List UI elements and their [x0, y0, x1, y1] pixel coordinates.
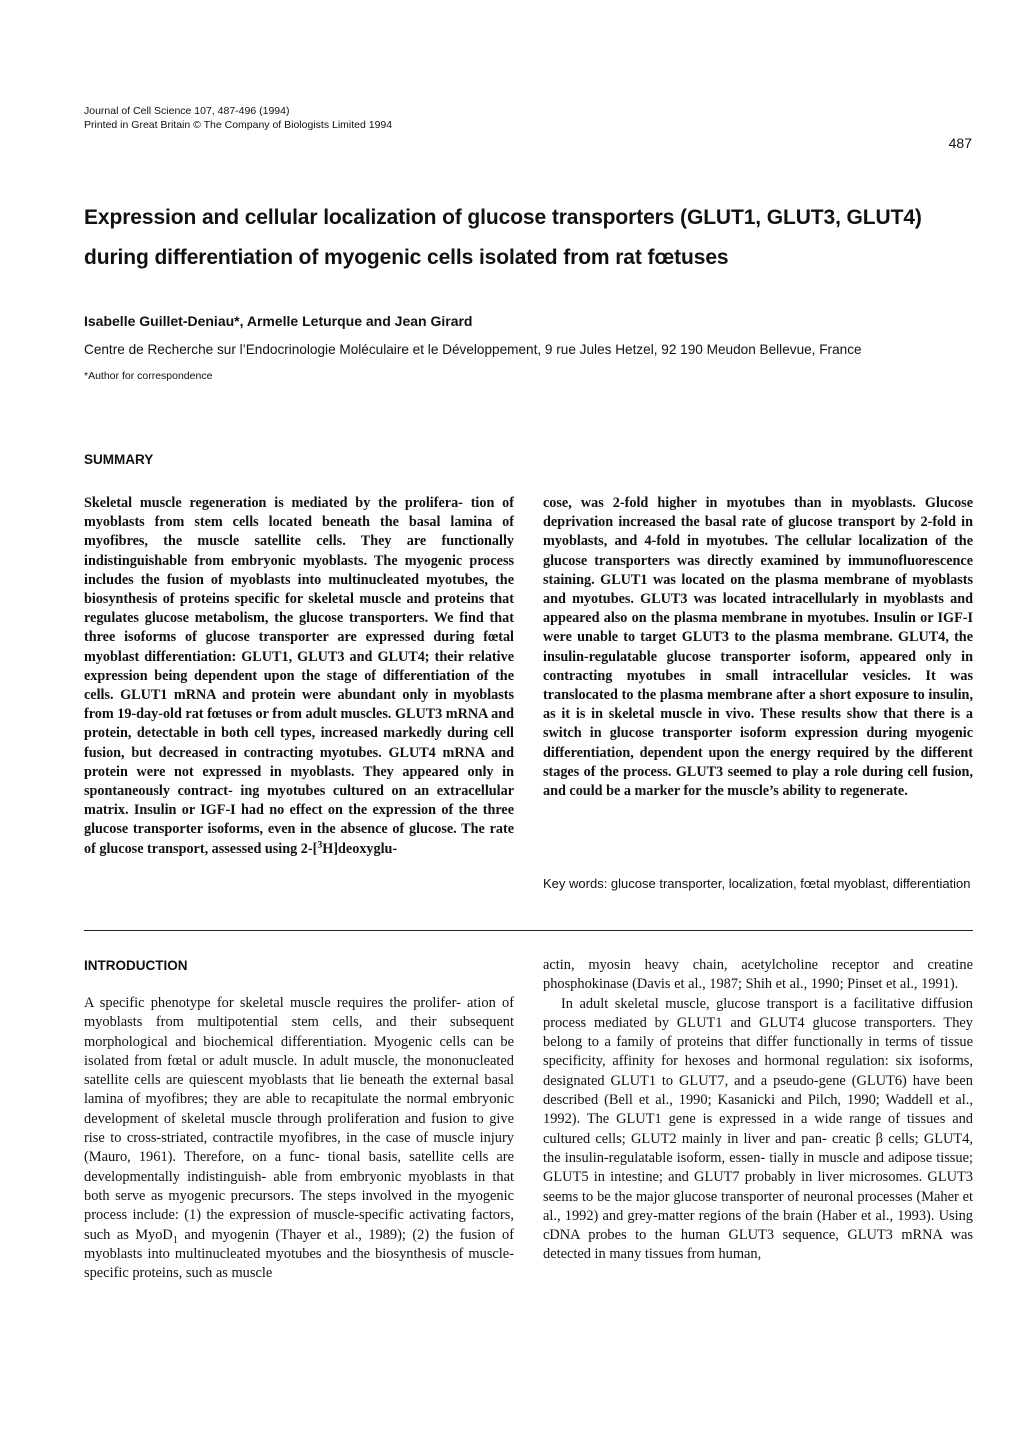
summary-paragraph-right: cose, was 2-fold higher in myotubes than in myoblasts. Glucose deprivation increased the basal rate of glucose transport by 2-fold in myoblasts, and 4-fold in myotubes. The cellular localization of the glucose transporters was directly examined by immunofluorescence staining. GLUT1 was located on the plasma membrane of myoblasts and myotubes. GLUT3 was located intracellularly in myoblasts and appeared also on the plasma membrane in myotubes. Insulin or IGF-I were unable to target GLUT3 to the plasma membrane. GLUT4, the insulin-regulatable glucose transporter isoform, appeared only in contracting myotubes in small intracellular vesicles. It was translocated to the plasma membrane after a short exposure to insulin, as it is in skeletal muscle in vivo. These results show that there is a switch in glucose transporter isoform expression during myogenic differentiation, dependent upon the energy required by the different stages of the process. GLUT3 seemed to play a role during cell fusion, and could be a marker for the muscle’s ability to regenerate.: [543, 495, 973, 800]
page-number: 487: [948, 135, 972, 151]
intro-text-a: A specific phenotype for skeletal muscle requires the prolifer- ation of myoblasts from multipotential stem cells, and their subsequent morphological and biochemical differentiation. Myogenic cells can be isolated from fœtal or adult muscle. In adult muscle, the mononucleated satellite cells are quiescent myoblasts that lie beneath the external basal lamina of myofibres; they are able to recapitulate the normal embryonic development of skeletal muscle through proliferation and fusion to give rise to cross-striated, contractile myofibres, in the case of muscle injury (Mauro, 1961). Therefore, on a func- tional basis, satellite cells are developmentally indistinguish- able from embryonic myoblasts in that both serve as myogenic precursors. The steps involved in the myogenic process include: (1) the expression of muscle-specific activating factors, such as MyoD: [84, 995, 514, 1243]
journal-citation: [84, 105, 684, 132]
summary-heading: SUMMARY: [84, 452, 154, 467]
summary-left-column: [84, 494, 514, 859]
introduction-left-column: [84, 994, 514, 1283]
authors: Isabelle Guillet-Deniau*, Armelle Leturque and Jean Girard: [84, 313, 473, 329]
intro-paragraph-2: In adult skeletal muscle, glucose transport is a facilitative diffusion process mediated by GLUT1 and GLUT4 glucose transporters. They belong to a family of proteins that differ functionally in terms of tissue specificity, affinity for hexoses and hormonal regulation: six isoforms, designated GLUT1 to GLUT7, and a pseudo-gene (GLUT6) have been described (Bell et al., 1990; Kasanicki and Pilch, 1990; Waddell et al., 1992). The GLUT1 gene is expressed in a wide range of tissues and cultured cells; GLUT2 mainly in liver and pan- creatic β cells; GLUT4, the insulin-regulatable isoform, essen- tially in muscle and adipose tissue; GLUT5 in intestine; and GLUT7 probably in liver microsomes. GLUT3 seems to be the major glucose transporter of neuronal processes (Maher et al., 1992) and grey-matter regions of the brain (Haber et al., 1993). Using cDNA probes to the human GLUT3 sequence, GLUT3 mRNA was detected in many tissues from human,: [543, 995, 973, 1263]
journal-line-1: Journal of Cell Science 107, 487-496 (1994): [84, 105, 290, 117]
summary-left-text-end: H]deoxyglu-: [322, 840, 398, 857]
intro-subscript: 1: [172, 1234, 178, 1246]
summary-left-text: Skeletal muscle regeneration is mediated by the prolifera- tion of myoblasts from stem cells located beneath the basal lamina of myofibres, the muscle satellite cells. They are functionally indistinguishable from embryonic myoblasts. The myogenic process includes the fusion of myoblasts into multinucleated myotubes, the biosynthesis of proteins specific for skeletal muscle and proteins that regulates glucose metabolism, the glucose transporters. We find that three isoforms of glucose transporter are expressed during fœtal myoblast differentiation: GLUT1, GLUT3 and GLUT4; their relative expression being dependent upon the stage of differentiation of the cells. GLUT1 mRNA and protein were abundant only in myoblasts from 19-day-old rat fœtuses or from adult muscles. GLUT3 mRNA and protein, detectable in both cell types, increased markedly during cell fusion, but decreased in contracting myotubes. GLUT4 mRNA and protein were not expressed in myoblasts. They appeared only in spontaneously contract- ing myotubes cultured on an extracellular matrix. Insulin or IGF-I had no effect on the expression of the three glucose transporter isoforms, even in the absence of glucose. The rate of glucose transport, assessed using 2-[: [84, 495, 514, 857]
introduction-heading: INTRODUCTION: [84, 958, 188, 973]
intro-paragraph-1: [84, 994, 514, 1283]
section-divider: [84, 930, 973, 931]
affiliation: Centre de Recherche sur l’Endocrinologie Moléculaire et le Développement, 9 rue Jules Hetzel, 92 190 Meudon Bellevue, France: [84, 342, 862, 357]
intro-text-b: and myogenin (Thayer et al., 1989); (2) the fusion of myoblasts into multinucleated myotubes and the biosynthesis of muscle-specific proteins, such as muscle: [84, 1226, 514, 1282]
summary-superscript: 3: [317, 838, 323, 850]
keywords: Key words: glucose transporter, localization, fœtal myoblast, differentiation: [543, 876, 971, 891]
intro-paragraph-continued: actin, myosin heavy chain, acetylcholine receptor and creatine phosphokinase (Davis et al., 1987; Shih et al., 1990; Pinset et al., 1991).: [543, 957, 973, 993]
paper-title: Expression and cellular localization of glucose transporters (GLUT1, GLUT3, GLUT4) during differentiation of myogenic cells isolated from rat fœtuses: [84, 206, 922, 269]
introduction-right-column: [543, 956, 973, 1265]
summary-right-column: [543, 494, 973, 801]
correspondence-note: *Author for correspondence: [84, 370, 213, 382]
summary-paragraph-left: [84, 494, 514, 859]
journal-line-2: Printed in Great Britain © The Company of Biologists Limited 1994: [84, 118, 393, 131]
